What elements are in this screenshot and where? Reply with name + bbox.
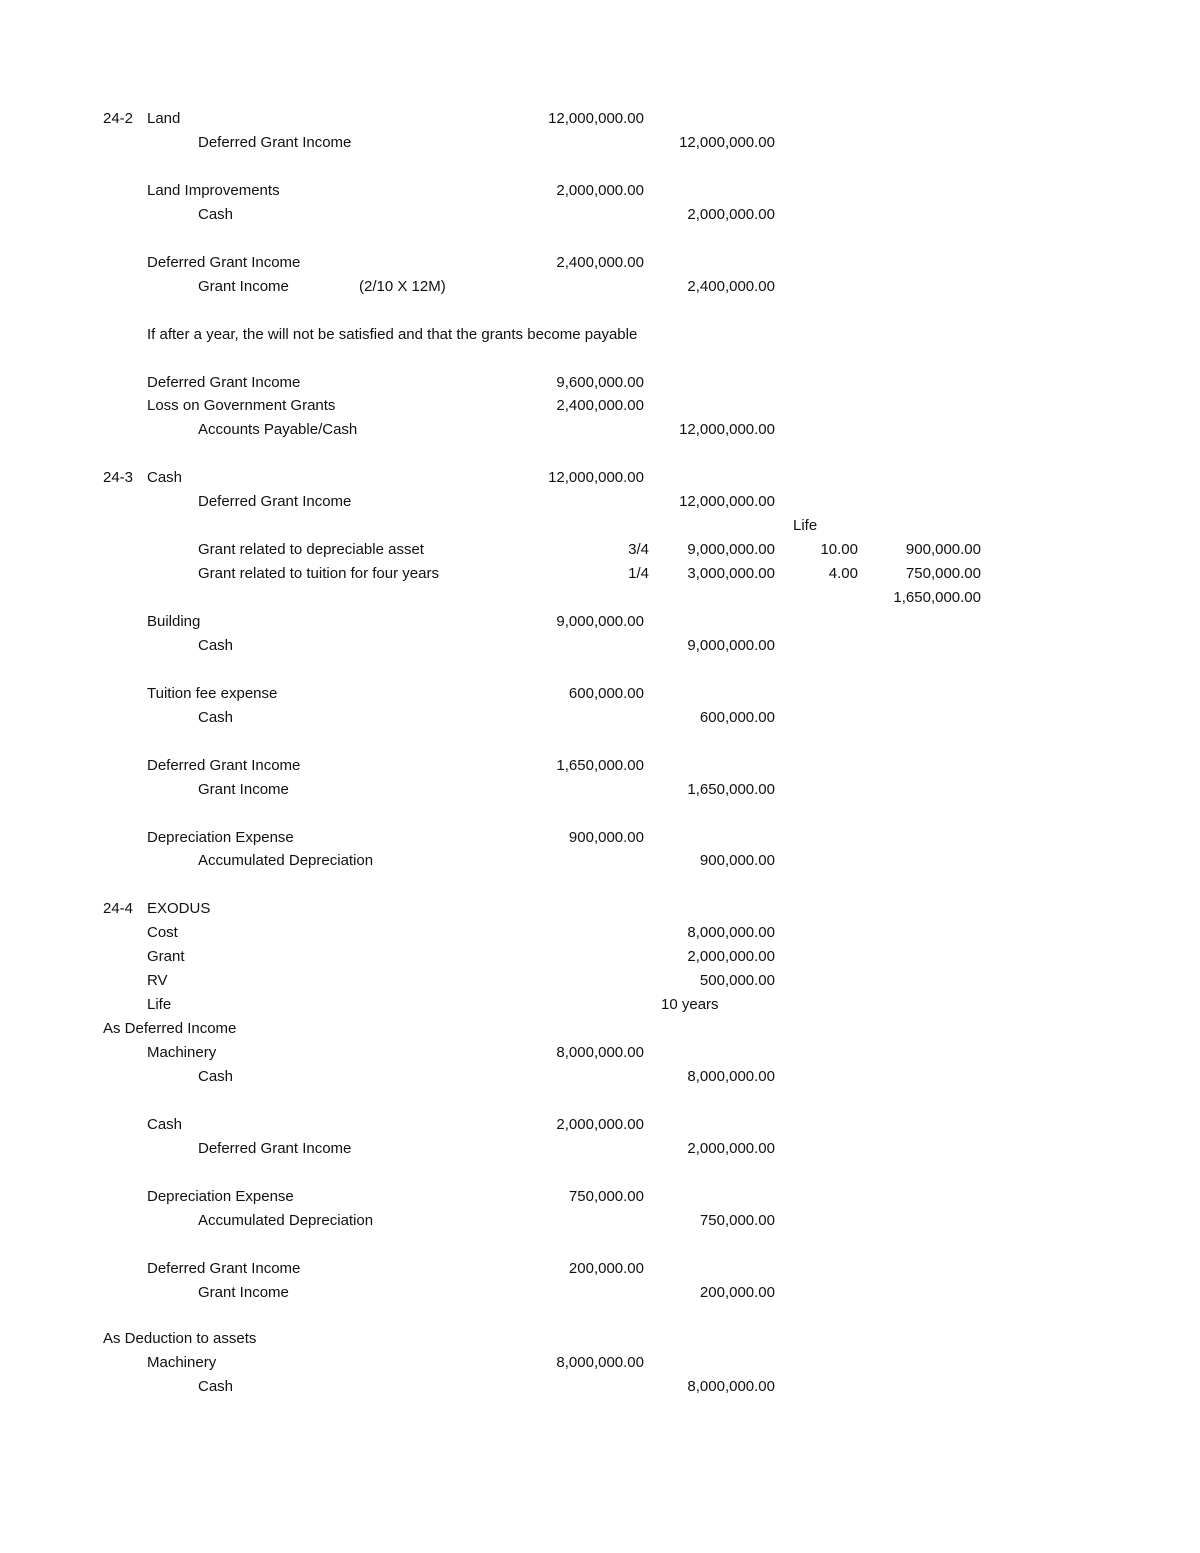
account-name: Grant — [147, 948, 185, 965]
journal-row — [0, 969, 1200, 993]
account-name: RV — [147, 972, 168, 989]
credit-amount: 900,000.00 — [699, 852, 775, 869]
debit-amount: 1,650,000.00 — [556, 757, 644, 774]
debit-amount: 12,000,000.00 — [548, 469, 644, 486]
journal-row — [0, 921, 1200, 945]
journal-row — [0, 251, 1200, 275]
account-name: Cash — [147, 1116, 183, 1133]
account-name: Building — [147, 613, 201, 630]
journal-row — [0, 682, 1200, 706]
credit-amount: 9,000,000.00 — [687, 637, 775, 654]
problem-number: 24-4 — [103, 900, 134, 917]
value-text: 10 years — [661, 996, 719, 1013]
account-name-indented: Grant related to tuition for four years — [198, 565, 439, 582]
credit-amount: 2,400,000.00 — [687, 278, 775, 295]
credit-amount: 8,000,000.00 — [687, 1378, 775, 1395]
account-name-indented: Grant Income — [198, 1284, 289, 1301]
credit-amount: 12,000,000.00 — [679, 134, 775, 151]
journal-row — [0, 1137, 1200, 1161]
journal-row — [0, 1281, 1200, 1305]
debit-amount: 750,000.00 — [568, 1188, 644, 1205]
account-name: Machinery — [147, 1044, 217, 1061]
problem-number: 24-3 — [103, 469, 134, 486]
annual-amount: 900,000.00 — [905, 541, 981, 558]
account-name-indented: Deferred Grant Income — [198, 134, 352, 151]
account-name: Deferred Grant Income — [147, 254, 301, 271]
account-name-indented: Accounts Payable/Cash — [198, 421, 358, 438]
journal-row — [0, 1065, 1200, 1089]
journal-row — [0, 1017, 1200, 1041]
journal-row — [0, 323, 1200, 347]
journal-row — [0, 179, 1200, 203]
account-name: Tuition fee expense — [147, 685, 278, 702]
credit-amount: 12,000,000.00 — [679, 421, 775, 438]
journal-row — [0, 203, 1200, 227]
account-name: If after a year, the will not be satisfied and that the grants become payable — [147, 326, 638, 343]
account-name: Life — [147, 996, 172, 1013]
journal-row — [0, 945, 1200, 969]
account-name-indented: Grant related to depreciable asset — [198, 541, 424, 558]
allocation-fraction: 1/4 — [628, 565, 649, 582]
account-name-indented: Accumulated Depreciation — [198, 1212, 374, 1229]
account-name: Loss on Government Grants — [147, 397, 336, 414]
credit-amount: 2,000,000.00 — [687, 1140, 775, 1157]
journal-row — [0, 1041, 1200, 1065]
debit-amount: 9,000,000.00 — [556, 613, 644, 630]
journal-row — [0, 1113, 1200, 1137]
account-name-indented: Grant Income — [198, 781, 289, 798]
journal-row — [0, 849, 1200, 873]
journal-row — [0, 1375, 1200, 1399]
journal-row — [0, 706, 1200, 730]
life-header: Life — [793, 517, 818, 534]
useful-life: 10.00 — [820, 541, 858, 558]
account-name-indented: Cash — [198, 206, 234, 223]
credit-amount: 600,000.00 — [699, 709, 775, 726]
debit-amount: 8,000,000.00 — [556, 1354, 644, 1371]
journal-row — [0, 1209, 1200, 1233]
account-name: Depreciation Expense — [147, 829, 294, 846]
credit-amount: 2,000,000.00 — [687, 948, 775, 965]
account-name: Cost — [147, 924, 178, 941]
account-name: Deferred Grant Income — [147, 374, 301, 391]
journal-row — [0, 754, 1200, 778]
account-name-indented: Cash — [198, 637, 234, 654]
computation-note: (2/10 X 12M) — [359, 278, 446, 295]
annual-amount: 750,000.00 — [905, 565, 981, 582]
credit-amount: 1,650,000.00 — [687, 781, 775, 798]
debit-amount: 200,000.00 — [568, 1260, 644, 1277]
journal-row — [0, 107, 1200, 131]
account-name-indented: Grant Income — [198, 278, 289, 295]
section-label: As Deferred Income — [103, 1020, 237, 1037]
account-name-indented: Accumulated Depreciation — [198, 852, 374, 869]
journal-row — [0, 1351, 1200, 1375]
allocation-fraction: 3/4 — [628, 541, 649, 558]
journal-row — [0, 514, 1200, 538]
debit-amount: 2,400,000.00 — [556, 397, 644, 414]
section-label: As Deduction to assets — [103, 1330, 257, 1347]
debit-amount: 2,000,000.00 — [556, 1116, 644, 1133]
credit-amount: 200,000.00 — [699, 1284, 775, 1301]
account-name: Deferred Grant Income — [147, 1260, 301, 1277]
journal-row — [0, 897, 1200, 921]
annual-amount: 1,650,000.00 — [893, 589, 981, 606]
credit-amount: 750,000.00 — [699, 1212, 775, 1229]
account-name: Deferred Grant Income — [147, 757, 301, 774]
credit-amount: 8,000,000.00 — [687, 924, 775, 941]
credit-amount: 8,000,000.00 — [687, 1068, 775, 1085]
account-name-indented: Cash — [198, 709, 234, 726]
credit-amount: 500,000.00 — [699, 972, 775, 989]
journal-row — [0, 610, 1200, 634]
journal-row — [0, 466, 1200, 490]
account-name-indented: Cash — [198, 1068, 234, 1085]
journal-row — [0, 275, 1200, 299]
journal-row — [0, 538, 1200, 562]
account-name: Cash — [147, 469, 183, 486]
journal-row — [0, 418, 1200, 442]
account-name: Machinery — [147, 1354, 217, 1371]
journal-row — [0, 131, 1200, 155]
journal-row — [0, 826, 1200, 850]
debit-amount: 9,600,000.00 — [556, 374, 644, 391]
credit-amount: 3,000,000.00 — [687, 565, 775, 582]
journal-row — [0, 371, 1200, 395]
credit-amount: 2,000,000.00 — [687, 206, 775, 223]
problem-number: 24-2 — [103, 110, 134, 127]
journal-row — [0, 778, 1200, 802]
debit-amount: 900,000.00 — [568, 829, 644, 846]
journal-row — [0, 490, 1200, 514]
journal-row — [0, 394, 1200, 418]
journal-row — [0, 562, 1200, 586]
journal-row — [0, 993, 1200, 1017]
journal-row — [0, 1327, 1200, 1351]
journal-row — [0, 634, 1200, 658]
account-name-indented: Deferred Grant Income — [198, 1140, 352, 1157]
credit-amount: 12,000,000.00 — [679, 493, 775, 510]
debit-amount: 8,000,000.00 — [556, 1044, 644, 1061]
journal-row — [0, 1257, 1200, 1281]
journal-row — [0, 1185, 1200, 1209]
account-name-indented: Cash — [198, 1378, 234, 1395]
debit-amount: 12,000,000.00 — [548, 110, 644, 127]
debit-amount: 2,400,000.00 — [556, 254, 644, 271]
account-name-indented: Deferred Grant Income — [198, 493, 352, 510]
credit-amount: 9,000,000.00 — [687, 541, 775, 558]
journal-row — [0, 586, 1200, 610]
account-name: EXODUS — [147, 900, 211, 917]
debit-amount: 600,000.00 — [568, 685, 644, 702]
debit-amount: 2,000,000.00 — [556, 182, 644, 199]
account-name: Depreciation Expense — [147, 1188, 294, 1205]
account-name: Land Improvements — [147, 182, 280, 199]
account-name: Land — [147, 110, 181, 127]
useful-life: 4.00 — [828, 565, 858, 582]
